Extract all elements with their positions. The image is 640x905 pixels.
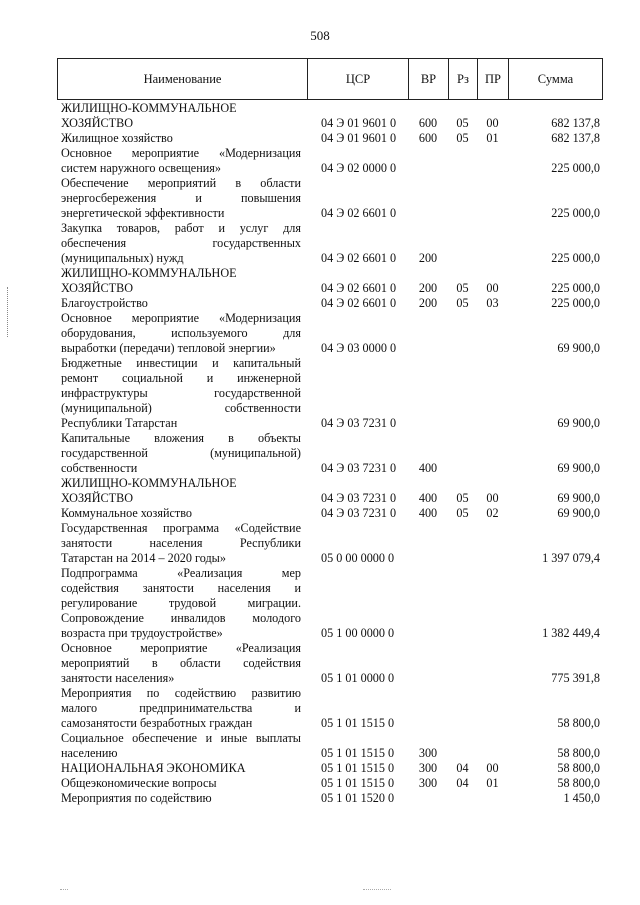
row-name-line: НАЦИОНАЛЬНАЯ ЭКОНОМИКА: [61, 761, 246, 775]
row-name-line: Социальное обеспечение и иные выплаты: [61, 731, 301, 745]
row-name-line: Благоустройство: [61, 296, 148, 310]
table-body: [57, 101, 602, 806]
row-name: [57, 101, 307, 131]
row-sum: 775 391,8: [551, 671, 600, 685]
row-rz: [448, 176, 477, 221]
row-name: [57, 131, 307, 146]
row-pr: [477, 686, 508, 731]
row-name-line: энергосбережения и повышения: [61, 191, 301, 205]
table-row: [57, 311, 602, 356]
row-pr: 00: [486, 491, 499, 505]
row-name-line: Обеспечение мероприятий в области: [61, 176, 301, 190]
header-vr: ВР: [409, 59, 449, 100]
row-pr: [477, 641, 508, 686]
row-rz: 04: [456, 776, 469, 790]
row-name: [57, 776, 307, 791]
row-sum: 225 000,0: [551, 251, 600, 265]
row-rz: 05: [456, 131, 469, 145]
row-rz: [448, 356, 477, 431]
row-sum: 682 137,8: [551, 131, 600, 145]
row-pr: [477, 176, 508, 221]
row-name: [57, 791, 307, 806]
row-vr: [408, 791, 448, 806]
row-vr: [408, 176, 448, 221]
row-pr: 03: [486, 296, 499, 310]
row-name: [57, 356, 307, 431]
row-name-line: ремонт социальной и инженерной: [61, 371, 301, 385]
header-name: Наименование: [58, 59, 308, 100]
page-number: 508: [310, 28, 330, 43]
row-csr: 04 Э 02 6601 0: [321, 281, 397, 295]
footer-mark: [363, 889, 391, 891]
row-rz: 04: [456, 761, 469, 775]
row-vr: 600: [418, 131, 438, 145]
row-csr: 04 Э 03 7231 0: [321, 491, 397, 505]
row-name-line: Татарстан на 2014 – 2020 годы»: [61, 551, 226, 565]
table-row: [57, 566, 602, 641]
row-name: [57, 311, 307, 356]
row-name: [57, 731, 307, 761]
row-pr: [477, 791, 508, 806]
row-pr: 01: [486, 131, 499, 145]
row-vr: 300: [418, 776, 438, 790]
row-name-line: Коммунальное хозяйство: [61, 506, 192, 520]
row-name-line: Мероприятия по содействию развитию: [61, 686, 301, 700]
row-rz: [448, 431, 477, 476]
row-name-line: занятости населения»: [61, 671, 175, 685]
row-pr: [477, 521, 508, 566]
row-vr: 300: [418, 761, 438, 775]
table-row: [57, 476, 602, 506]
row-name-line: Капитальные вложения в объекты: [61, 431, 301, 445]
row-name-line: государственной (муниципальной): [61, 446, 301, 460]
header-csr: ЦСР: [308, 59, 409, 100]
table-row: [57, 146, 602, 176]
row-pr: [477, 431, 508, 476]
row-pr: 00: [486, 281, 499, 295]
row-name-line: Бюджетные инвестиции и капитальный: [61, 356, 301, 370]
row-rz: [448, 641, 477, 686]
row-rz: 05: [456, 116, 469, 130]
row-rz: [448, 791, 477, 806]
row-csr: 04 Э 03 7231 0: [321, 416, 397, 430]
row-name-line: ХОЗЯЙСТВО: [61, 491, 134, 505]
table-row: [57, 506, 602, 521]
table-row: [57, 131, 602, 146]
row-name-line: Подпрограмма «Реализация мер: [61, 566, 301, 580]
row-csr: 05 1 00 0000 0: [321, 626, 395, 640]
row-vr: 200: [418, 251, 438, 265]
row-rz: [448, 311, 477, 356]
row-sum: 682 137,8: [551, 116, 600, 130]
row-name-line: Основное мероприятие «Модернизация: [61, 146, 301, 160]
table-row: [57, 731, 602, 761]
row-name: [57, 431, 307, 476]
row-rz: [448, 686, 477, 731]
header-sum: Сумма: [509, 59, 603, 100]
row-csr: 04 Э 01 9601 0: [321, 116, 397, 130]
row-rz: [448, 146, 477, 176]
row-name: [57, 521, 307, 566]
row-name: [57, 686, 307, 731]
row-name-line: (муниципальных) нужд: [61, 251, 184, 265]
row-pr: [477, 221, 508, 266]
row-name-line: ЖИЛИЩНО-КОММУНАЛЬНОЕ: [61, 101, 237, 115]
row-sum: 225 000,0: [551, 206, 600, 220]
row-name-line: обеспечения государственных: [61, 236, 301, 250]
table-row: [57, 641, 602, 686]
table-row: [57, 761, 602, 776]
row-name-line: энергетической эффективности: [61, 206, 225, 220]
row-name-line: регулирование трудовой миграции.: [61, 596, 301, 610]
row-sum: 1 397 079,4: [542, 551, 600, 565]
row-sum: 1 450,0: [563, 791, 600, 805]
row-vr: [408, 311, 448, 356]
row-pr: 00: [486, 761, 499, 775]
table-header: [57, 58, 603, 100]
row-csr: 05 1 01 1515 0: [321, 746, 395, 760]
row-csr: 05 0 00 0000 0: [321, 551, 395, 565]
table-row: [57, 176, 602, 221]
row-sum: 69 900,0: [557, 506, 600, 520]
row-name-line: содействия занятости населения и: [61, 581, 301, 595]
row-vr: [408, 641, 448, 686]
table-row: [57, 266, 602, 296]
header-pr: ПР: [478, 59, 509, 100]
row-csr: 04 Э 02 6601 0: [321, 251, 397, 265]
row-rz: 05: [456, 296, 469, 310]
row-csr: 05 1 01 1515 0: [321, 761, 395, 775]
row-sum: 1 382 449,4: [542, 626, 600, 640]
row-name-line: Государственная программа «Содействие: [61, 521, 301, 535]
row-vr: 400: [418, 461, 438, 475]
row-name-line: возраста при трудоустройстве»: [61, 626, 223, 640]
footer-mark: [60, 889, 68, 891]
row-name: [57, 221, 307, 266]
table-row: [57, 686, 602, 731]
row-pr: [477, 356, 508, 431]
row-vr: 400: [418, 491, 438, 505]
row-name-line: самозанятости безработных граждан: [61, 716, 253, 730]
row-name-line: занятости населения Республики: [61, 536, 301, 550]
row-name: [57, 296, 307, 311]
row-sum: 58 800,0: [557, 761, 600, 775]
row-pr: [477, 311, 508, 356]
row-vr: [408, 146, 448, 176]
row-sum: 225 000,0: [551, 281, 600, 295]
row-sum: 69 900,0: [557, 416, 600, 430]
row-name-line: Основное мероприятие «Модернизация: [61, 311, 301, 325]
row-csr: 04 Э 03 0000 0: [321, 341, 397, 355]
row-pr: 00: [486, 116, 499, 130]
table-row: [57, 776, 602, 791]
row-sum: 69 900,0: [557, 461, 600, 475]
row-name-line: ХОЗЯЙСТВО: [61, 281, 134, 295]
row-pr: [477, 566, 508, 641]
row-name: [57, 566, 307, 641]
row-name: [57, 761, 307, 776]
row-name-line: Жилищное хозяйство: [61, 131, 173, 145]
row-pr: [477, 731, 508, 761]
row-vr: 200: [418, 296, 438, 310]
row-csr: 05 1 01 0000 0: [321, 671, 395, 685]
row-rz: [448, 521, 477, 566]
row-vr: 600: [418, 116, 438, 130]
row-name-line: (муниципальной) собственности: [61, 401, 301, 415]
row-name-line: систем наружного освещения»: [61, 161, 221, 175]
row-name-line: Республики Татарстан: [61, 416, 178, 430]
margin-mark: [7, 287, 9, 337]
table-row: [57, 431, 602, 476]
table-row: [57, 521, 602, 566]
row-csr: 04 Э 02 0000 0: [321, 161, 397, 175]
row-name: [57, 476, 307, 506]
header-rz: Рз: [449, 59, 478, 100]
row-name-line: ЖИЛИЩНО-КОММУНАЛЬНОЕ: [61, 266, 237, 280]
row-vr: [408, 566, 448, 641]
row-name: [57, 641, 307, 686]
row-name-line: собственности: [61, 461, 138, 475]
row-pr: [477, 146, 508, 176]
row-rz: 05: [456, 281, 469, 295]
row-vr: 300: [418, 746, 438, 760]
row-pr: 02: [486, 506, 499, 520]
row-name-line: инфраструктуры государственной: [61, 386, 301, 400]
row-sum: 69 900,0: [557, 491, 600, 505]
row-name: [57, 266, 307, 296]
table-row: [57, 791, 602, 806]
row-vr: [408, 686, 448, 731]
row-name-line: населению: [61, 746, 118, 760]
row-vr: 400: [418, 506, 438, 520]
row-rz: [448, 731, 477, 761]
row-sum: 69 900,0: [557, 341, 600, 355]
row-sum: 58 800,0: [557, 716, 600, 730]
row-sum: 58 800,0: [557, 776, 600, 790]
row-sum: 225 000,0: [551, 296, 600, 310]
row-rz: [448, 566, 477, 641]
row-name: [57, 506, 307, 521]
row-vr: 200: [418, 281, 438, 295]
row-csr: 05 1 01 1515 0: [321, 776, 395, 790]
row-name-line: Мероприятия по содействию: [61, 791, 212, 805]
row-name: [57, 176, 307, 221]
row-pr: 01: [486, 776, 499, 790]
row-csr: 04 Э 02 6601 0: [321, 296, 397, 310]
row-name-line: Сопровождение инвалидов молодого: [61, 611, 301, 625]
table-row: [57, 296, 602, 311]
table-row: [57, 221, 602, 266]
table-row: [57, 101, 602, 131]
row-csr: 04 Э 03 7231 0: [321, 461, 397, 475]
row-name: [57, 146, 307, 176]
row-name-line: ЖИЛИЩНО-КОММУНАЛЬНОЕ: [61, 476, 237, 490]
row-rz: 05: [456, 506, 469, 520]
row-rz: [448, 221, 477, 266]
table-row: [57, 356, 602, 431]
row-name-line: Основное мероприятие «Реализация: [61, 641, 301, 655]
row-csr: 05 1 01 1520 0: [321, 791, 395, 805]
row-rz: 05: [456, 491, 469, 505]
row-name-line: оборудования, используемого для: [61, 326, 301, 340]
row-csr: 04 Э 01 9601 0: [321, 131, 397, 145]
row-csr: 04 Э 02 6601 0: [321, 206, 397, 220]
row-csr: 04 Э 03 7231 0: [321, 506, 397, 520]
row-csr: 05 1 01 1515 0: [321, 716, 395, 730]
row-name-line: мероприятий в области содействия: [61, 656, 301, 670]
row-sum: 225 000,0: [551, 161, 600, 175]
row-name-line: Общеэкономические вопросы: [61, 776, 217, 790]
row-name-line: выработки (передачи) тепловой энергии»: [61, 341, 276, 355]
budget-table: [57, 101, 602, 806]
row-name-line: Закупка товаров, работ и услуг для: [61, 221, 301, 235]
row-vr: [408, 521, 448, 566]
row-name-line: ХОЗЯЙСТВО: [61, 116, 134, 130]
row-sum: 58 800,0: [557, 746, 600, 760]
row-vr: [408, 356, 448, 431]
row-name-line: малого предпринимательства и: [61, 701, 301, 715]
